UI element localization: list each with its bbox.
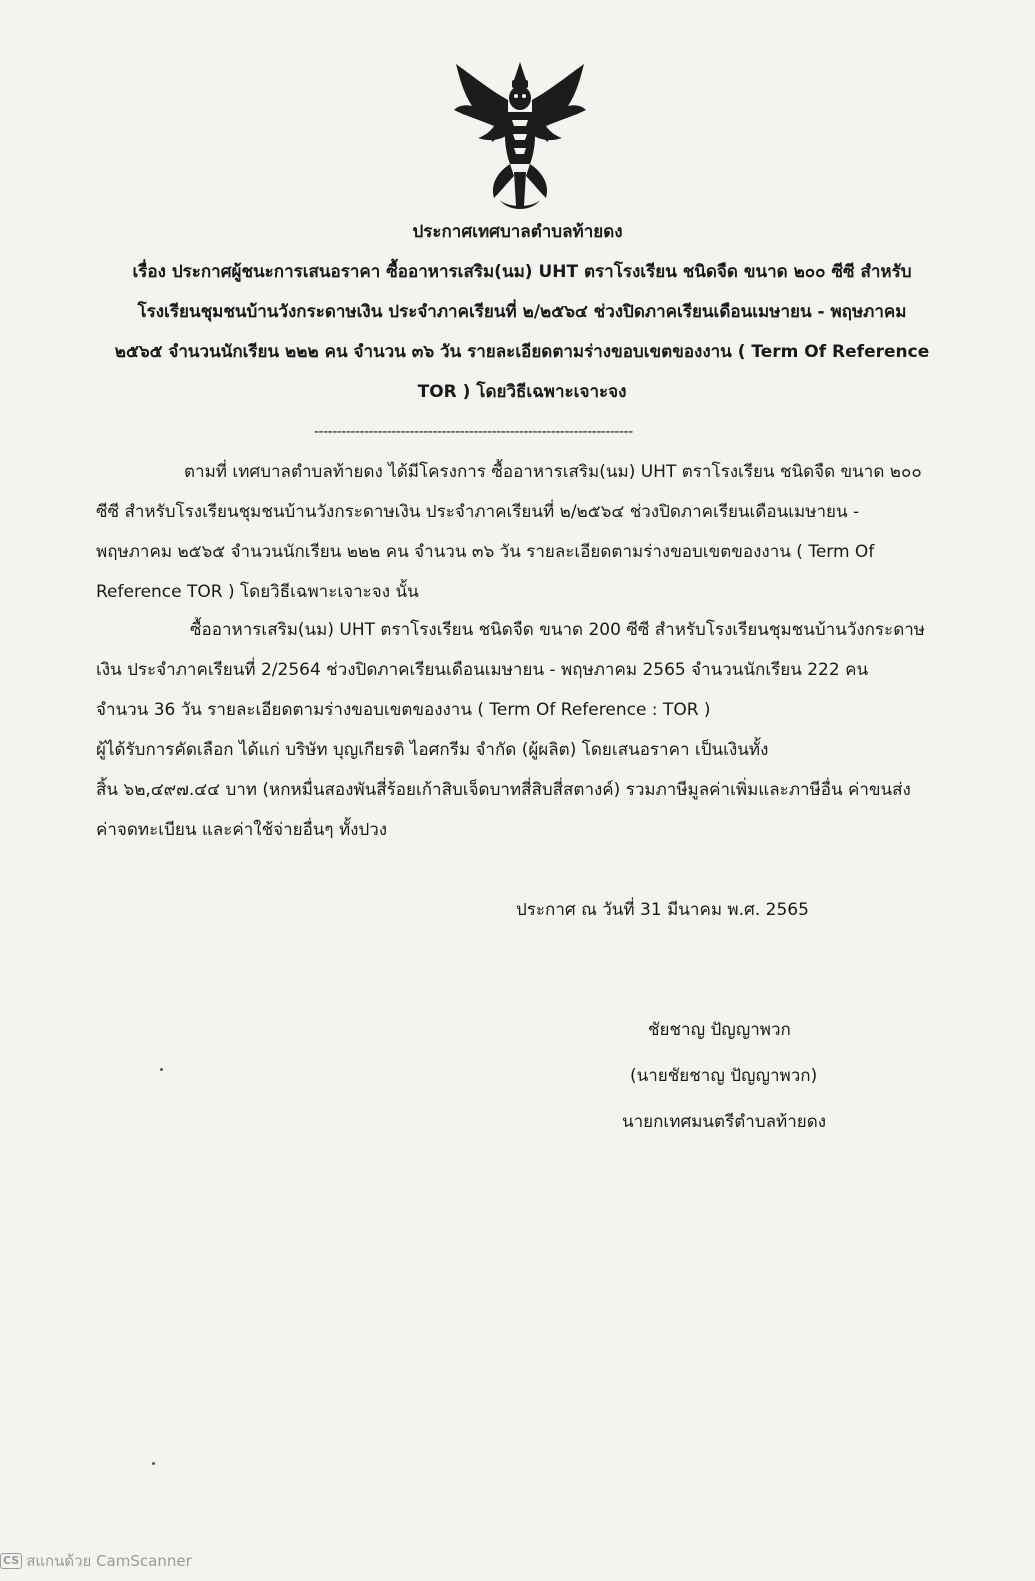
paragraph-line: ผู้ได้รับการคัดเลือก ได้แก่ บริษัท บุญเกียรติ ไอศกรีม จำกัด (ผู้ผลิต) โดยเสนอราคา เป็นเงินทั้ง — [96, 740, 769, 760]
paragraph-1 — [96, 452, 936, 612]
subject-block — [98, 252, 946, 412]
paragraph-line: สิ้น ๖๒,๔๙๗.๔๔ บาท (หกหมื่นสองพันสี่ร้อยเก้าสิบเจ็ดบาทสี่สิบสี่สตางค์) รวมภาษีมูลค่าเพิ่มและภาษีอื่น ค่าขนส่ง — [96, 780, 911, 800]
signatory-position: นายกเทศมนตรีตำบลท้ายดง — [622, 1112, 827, 1132]
scan-speck — [160, 1068, 163, 1071]
subject-line: เรื่อง ประกาศผู้ชนะการเสนอราคา ซื้ออาหารเสริม(นม) UHT ตราโรงเรียน ชนิดจืด ขนาด ๒๐๐ ซีซี สำหรับ — [132, 262, 912, 282]
subject-line: ๒๕๖๕ จำนวนนักเรียน ๒๒๒ คน จำนวน ๓๖ วัน รายละเอียดตามร่างขอบเขตของงาน ( Term Of Reference — [114, 342, 930, 362]
paragraph-line: ซื้ออาหารเสริม(นม) UHT ตราโรงเรียน ชนิดจืด ขนาด 200 ซีซี สำหรับโรงเรียนชุมชนบ้านวังกระดาษ — [190, 620, 925, 640]
divider-line: ---------------------------------------------------------------------- — [314, 424, 633, 440]
announce-date: ประกาศ ณ วันที่ 31 มีนาคม พ.ศ. 2565 — [516, 900, 809, 920]
camscanner-text: สแกนด้วย CamScanner — [26, 1552, 192, 1570]
paragraph-line: ตามที่ เทศบาลตำบลท้ายดง ได้มีโครงการ ซื้ออาหารเสริม(นม) UHT ตราโรงเรียน ชนิดจืด ขนาด ๒๐๐ — [184, 462, 922, 482]
signed-name: ชัยชาญ ปัญญาพวก — [648, 1020, 791, 1040]
subject-line: โรงเรียนชุมชนบ้านวังกระดาษเงิน ประจำภาคเรียนที่ ๒/๒๕๖๔ ช่วงปิดภาคเรียนเดือนเมษายน - พฤษภาคม — [137, 302, 907, 322]
paragraph-line: พฤษภาคม ๒๕๖๕ จำนวนนักเรียน ๒๒๒ คน จำนวน ๓๖ วัน รายละเอียดตามร่างขอบเขตของงาน ( Term Of — [96, 542, 875, 562]
paragraph-line: เงิน ประจำภาคเรียนที่ 2/2564 ช่วงปิดภาคเรียนเดือนเมษายน - พฤษภาคม 2565 จำนวนนักเรียน 222 คน — [96, 660, 869, 680]
signatory-full-name: (นายชัยชาญ ปัญญาพวก) — [630, 1066, 818, 1086]
paragraph-line: ค่าจดทะเบียน และค่าใช้จ่ายอื่นๆ ทั้งปวง — [96, 820, 388, 840]
paragraph-line: Reference TOR ) โดยวิธีเฉพาะเจาะจง นั้น — [96, 582, 419, 602]
document-title: ประกาศเทศบาลตำบลท้ายดง — [412, 222, 623, 242]
garuda-emblem-icon — [450, 60, 590, 212]
paragraph-line: จำนวน 36 วัน รายละเอียดตามร่างขอบเขตของงาน ( Term Of Reference : TOR ) — [96, 700, 711, 720]
camscanner-watermark — [0, 1549, 192, 1573]
paragraph-line: ซีซี สำหรับโรงเรียนชุมชนบ้านวังกระดาษเงิน ประจำภาคเรียนที่ ๒/๒๕๖๔ ช่วงปิดภาคเรียนเดือนเมษายน - — [96, 502, 860, 522]
camscanner-logo-icon: CS — [0, 1553, 22, 1569]
paragraph-2 — [96, 610, 936, 850]
scan-speck — [152, 1462, 155, 1465]
subject-line: TOR ) โดยวิธีเฉพาะเจาะจง — [417, 382, 627, 402]
